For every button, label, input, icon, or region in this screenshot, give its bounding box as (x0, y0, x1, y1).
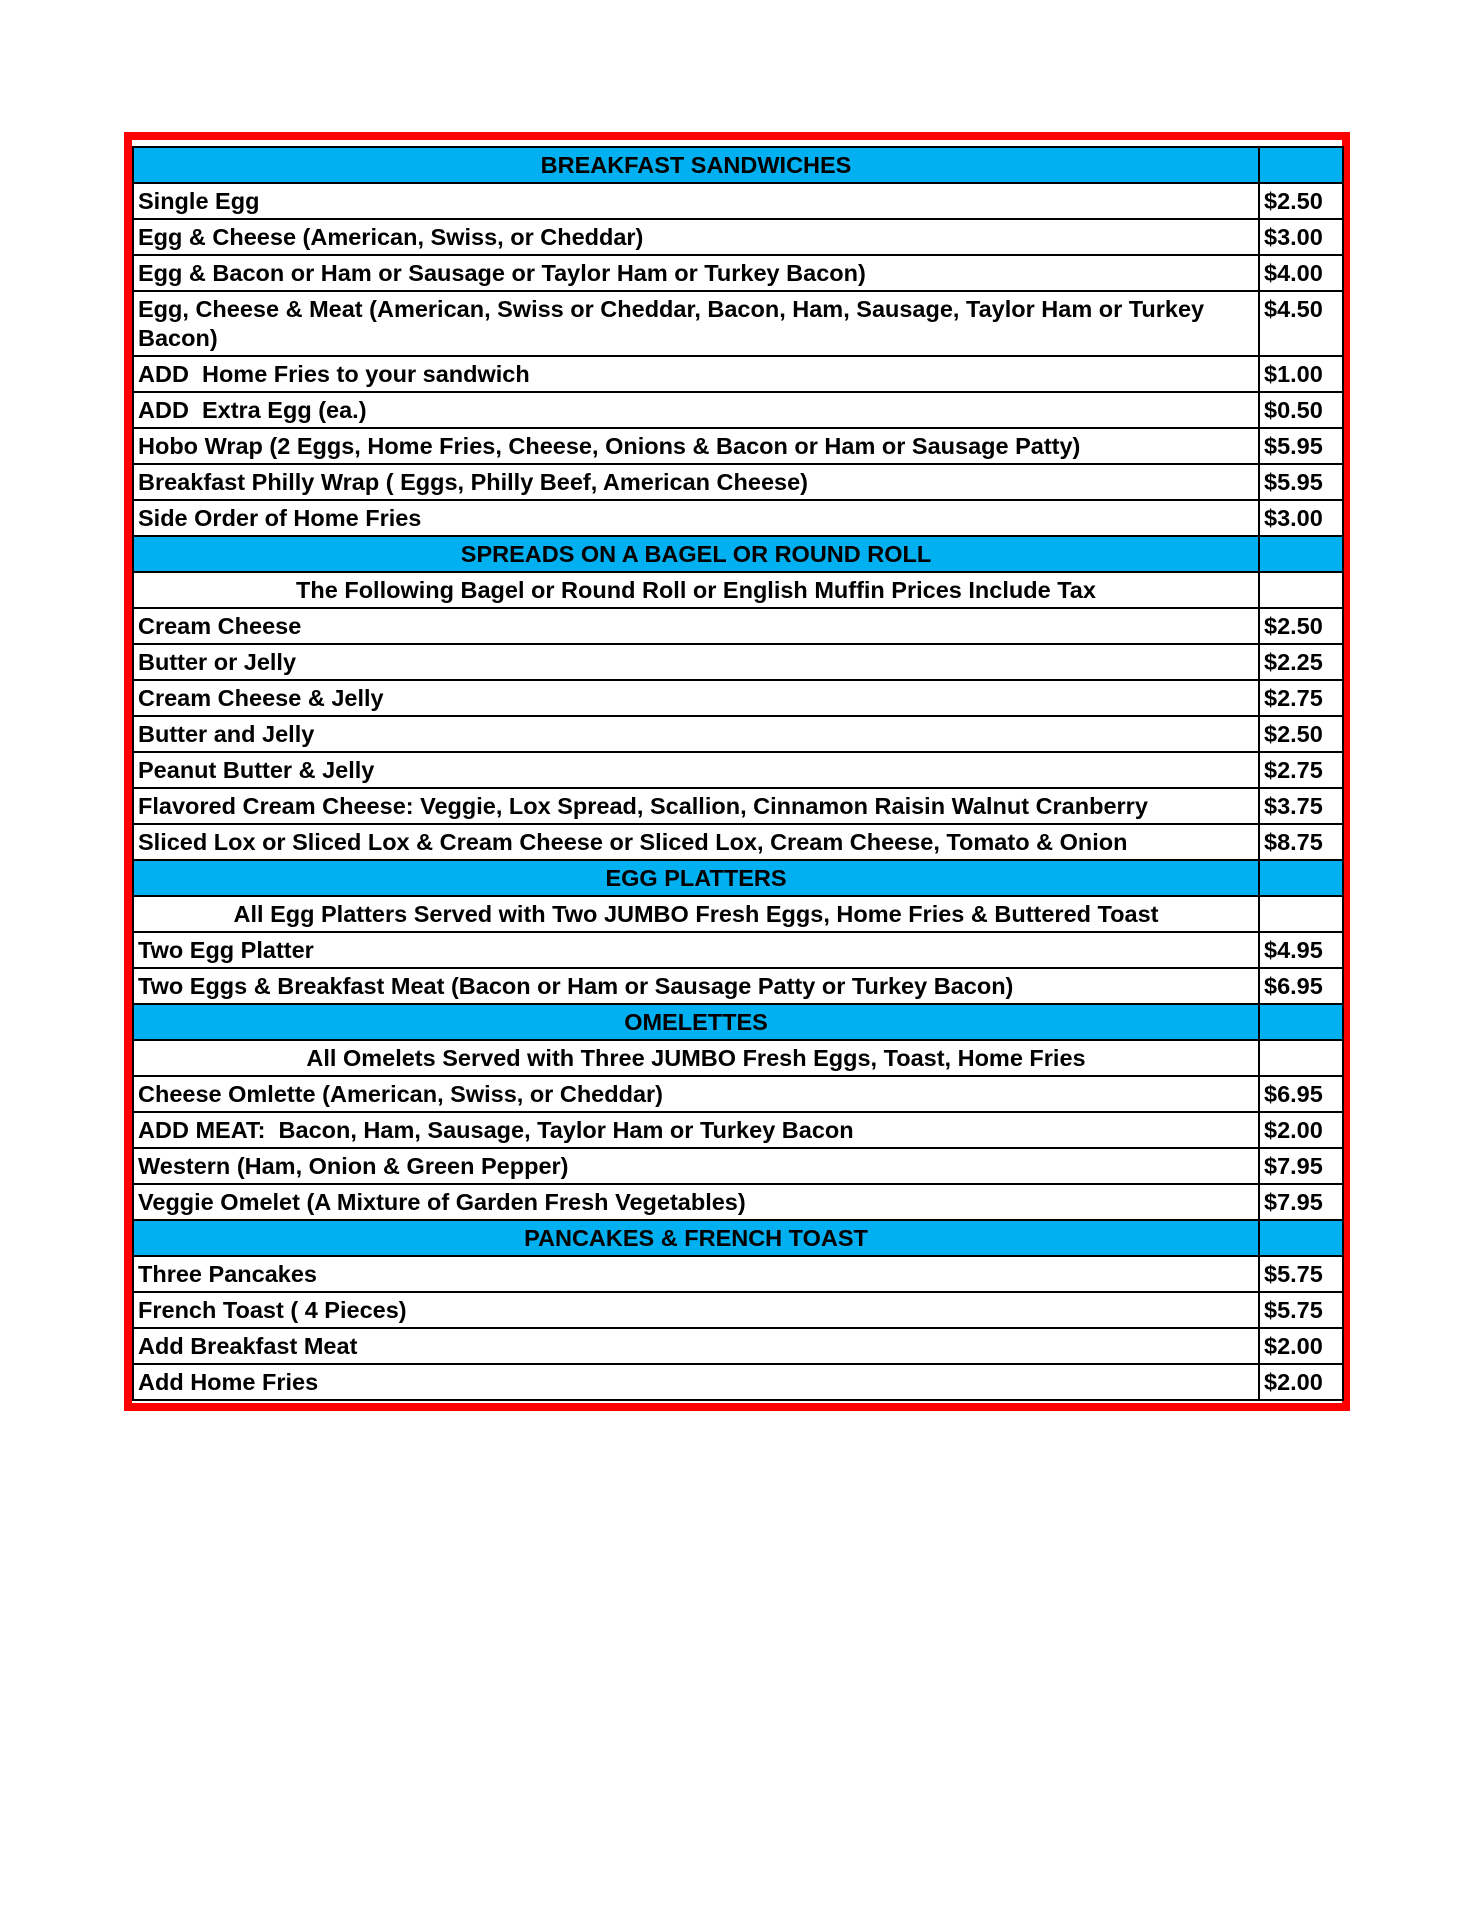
menu-table (132, 146, 1344, 1401)
item-price: $2.00 (1259, 1364, 1343, 1400)
item-price: $4.50 (1259, 291, 1343, 356)
item-name: Peanut Butter & Jelly (133, 752, 1259, 788)
item-name: Veggie Omelet (A Mixture of Garden Fresh Vegetables) (133, 1184, 1259, 1220)
item-price: $2.25 (1259, 644, 1343, 680)
section-title: EGG PLATTERS (133, 860, 1259, 896)
menu-frame (124, 132, 1350, 1411)
item-price: $1.00 (1259, 356, 1343, 392)
item-name: Cream Cheese (133, 608, 1259, 644)
item-name: French Toast ( 4 Pieces) (133, 1292, 1259, 1328)
menu-row (133, 824, 1343, 860)
section-header-egg-platters (133, 860, 1343, 896)
menu-row (133, 680, 1343, 716)
menu-row (133, 464, 1343, 500)
item-name: Three Pancakes (133, 1256, 1259, 1292)
menu-row (133, 291, 1343, 356)
item-price: $3.75 (1259, 788, 1343, 824)
item-name: Butter or Jelly (133, 644, 1259, 680)
item-name: Butter and Jelly (133, 716, 1259, 752)
item-name: Two Eggs & Breakfast Meat (Bacon or Ham or Sausage Patty or Turkey Bacon) (133, 968, 1259, 1004)
menu-row (133, 1148, 1343, 1184)
section-header-spreads (133, 536, 1343, 572)
item-price: $5.75 (1259, 1256, 1343, 1292)
menu-row (133, 1256, 1343, 1292)
menu-row (133, 968, 1343, 1004)
section-note (133, 896, 1343, 932)
item-price: $2.50 (1259, 608, 1343, 644)
item-name: ADD Extra Egg (ea.) (133, 392, 1259, 428)
section-header-pancakes (133, 1220, 1343, 1256)
item-name: Breakfast Philly Wrap ( Eggs, Philly Beef, American Cheese) (133, 464, 1259, 500)
item-price: $7.95 (1259, 1148, 1343, 1184)
item-price: $5.95 (1259, 428, 1343, 464)
item-price: $2.75 (1259, 752, 1343, 788)
item-price: $6.95 (1259, 1076, 1343, 1112)
item-name: Add Breakfast Meat (133, 1328, 1259, 1364)
note-text: The Following Bagel or Round Roll or English Muffin Prices Include Tax (133, 572, 1259, 608)
item-name: Sliced Lox or Sliced Lox & Cream Cheese or Sliced Lox, Cream Cheese, Tomato & Onion (133, 824, 1259, 860)
item-name: Two Egg Platter (133, 932, 1259, 968)
section-title: PANCAKES & FRENCH TOAST (133, 1220, 1259, 1256)
menu-row (133, 255, 1343, 291)
item-price: $3.00 (1259, 500, 1343, 536)
menu-row (133, 644, 1343, 680)
item-name: Cheese Omlette (American, Swiss, or Cheddar) (133, 1076, 1259, 1112)
item-name: Egg & Bacon or Ham or Sausage or Taylor Ham or Turkey Bacon) (133, 255, 1259, 291)
note-text: All Egg Platters Served with Two JUMBO Fresh Eggs, Home Fries & Buttered Toast (133, 896, 1259, 932)
item-price: $2.50 (1259, 183, 1343, 219)
menu-row (133, 1292, 1343, 1328)
item-name: ADD MEAT: Bacon, Ham, Sausage, Taylor Ham or Turkey Bacon (133, 1112, 1259, 1148)
menu-row (133, 183, 1343, 219)
item-name: Cream Cheese & Jelly (133, 680, 1259, 716)
item-name: Hobo Wrap (2 Eggs, Home Fries, Cheese, Onions & Bacon or Ham or Sausage Patty) (133, 428, 1259, 464)
menu-row (133, 219, 1343, 255)
item-name: Egg & Cheese (American, Swiss, or Cheddar) (133, 219, 1259, 255)
section-note (133, 572, 1343, 608)
menu-row (133, 788, 1343, 824)
section-header-omelettes (133, 1004, 1343, 1040)
item-price: $6.95 (1259, 968, 1343, 1004)
section-title: BREAKFAST SANDWICHES (133, 147, 1259, 183)
menu-row (133, 1364, 1343, 1400)
menu-row (133, 1076, 1343, 1112)
item-price: $2.00 (1259, 1328, 1343, 1364)
item-name: Single Egg (133, 183, 1259, 219)
item-name: Flavored Cream Cheese: Veggie, Lox Spread, Scallion, Cinnamon Raisin Walnut Cranberry (133, 788, 1259, 824)
menu-row (133, 608, 1343, 644)
menu-row (133, 716, 1343, 752)
item-price: $4.00 (1259, 255, 1343, 291)
item-price: $2.75 (1259, 680, 1343, 716)
menu-row (133, 428, 1343, 464)
menu-row (133, 356, 1343, 392)
section-header-breakfast-sandwiches (133, 147, 1343, 183)
item-name: Western (Ham, Onion & Green Pepper) (133, 1148, 1259, 1184)
item-price: $5.75 (1259, 1292, 1343, 1328)
item-name: Egg, Cheese & Meat (American, Swiss or Cheddar, Bacon, Ham, Sausage, Taylor Ham or Turkey Bacon) (133, 291, 1259, 356)
item-name: Add Home Fries (133, 1364, 1259, 1400)
note-text: All Omelets Served with Three JUMBO Fresh Eggs, Toast, Home Fries (133, 1040, 1259, 1076)
menu-row (133, 752, 1343, 788)
item-price: $0.50 (1259, 392, 1343, 428)
menu-row (133, 500, 1343, 536)
item-price: $4.95 (1259, 932, 1343, 968)
item-price: $2.00 (1259, 1112, 1343, 1148)
menu-row (133, 932, 1343, 968)
section-note (133, 1040, 1343, 1076)
menu-row (133, 1328, 1343, 1364)
section-title: SPREADS ON A BAGEL OR ROUND ROLL (133, 536, 1259, 572)
item-price: $7.95 (1259, 1184, 1343, 1220)
menu-row (133, 392, 1343, 428)
section-title: OMELETTES (133, 1004, 1259, 1040)
menu-row (133, 1184, 1343, 1220)
item-price: $8.75 (1259, 824, 1343, 860)
item-name: ADD Home Fries to your sandwich (133, 356, 1259, 392)
item-price: $5.95 (1259, 464, 1343, 500)
item-name: Side Order of Home Fries (133, 500, 1259, 536)
item-price: $2.50 (1259, 716, 1343, 752)
item-price: $3.00 (1259, 219, 1343, 255)
menu-row (133, 1112, 1343, 1148)
